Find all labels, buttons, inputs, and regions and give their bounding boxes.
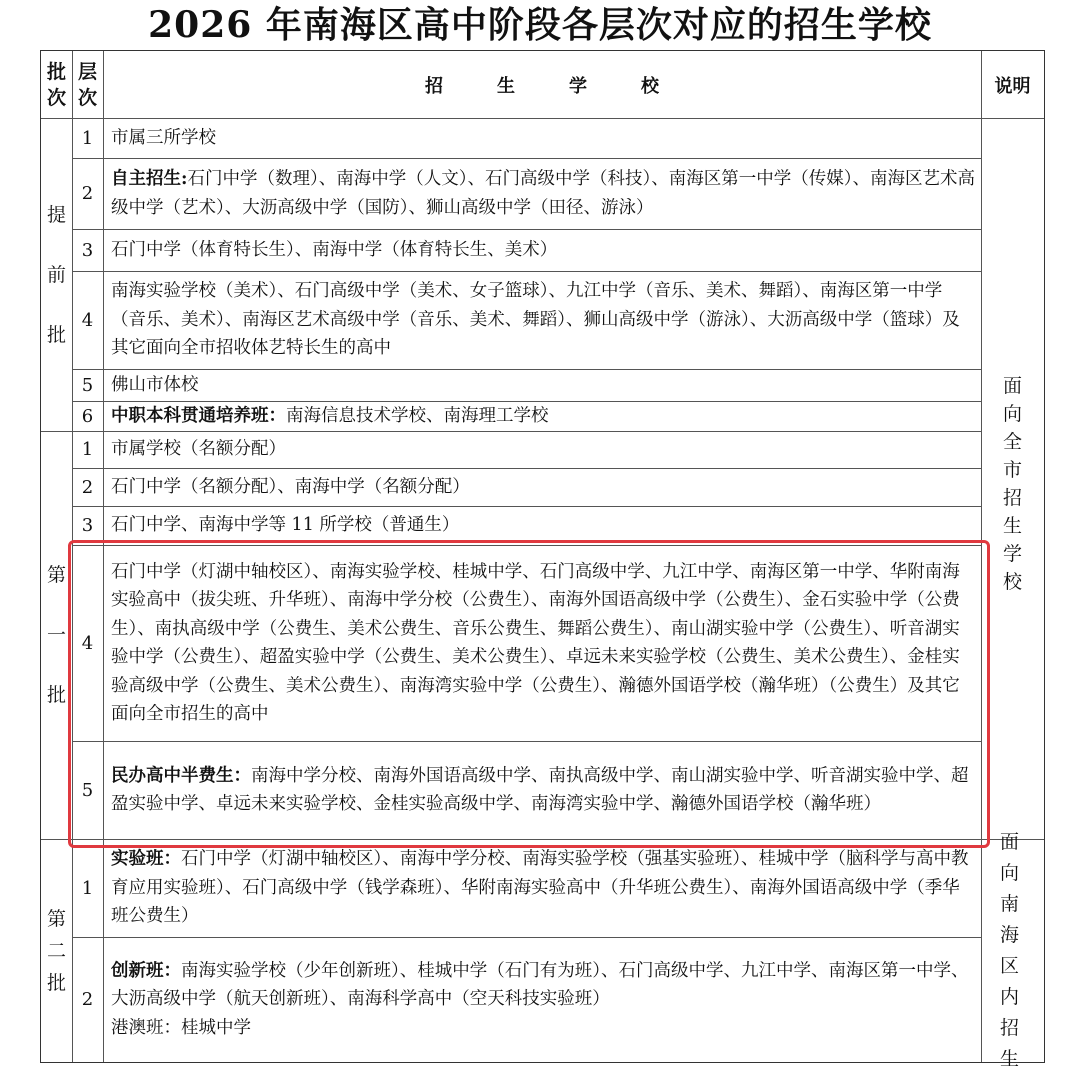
- batch-early: [41, 118, 72, 431]
- note-district: [981, 830, 1044, 1070]
- header-level: [72, 51, 103, 118]
- batch-second: [41, 839, 72, 1062]
- level-number: 4: [81, 309, 94, 331]
- school-list: [103, 369, 981, 401]
- level-number: 6: [81, 405, 94, 427]
- category-label: 创新班：: [111, 960, 181, 981]
- level-number: 3: [81, 239, 94, 261]
- batch-first-label: 第一批: [46, 564, 66, 706]
- school-list: [103, 118, 981, 158]
- school-list: [103, 468, 981, 506]
- school-text: 石门中学（体育特长生）、南海中学（体育特长生、美术）: [111, 239, 558, 260]
- school-text: 石门中学（名额分配）、南海中学（名额分配）: [111, 476, 470, 497]
- level-number: 4: [81, 632, 94, 654]
- note-citywide-text: 面向全市招生学校: [1002, 374, 1022, 593]
- level-number: 2: [81, 183, 94, 204]
- level-number: 1: [81, 127, 94, 149]
- page-title: 2026 年南海区高中阶段各层次对应的招生学校: [148, 4, 932, 46]
- school-list: [103, 937, 981, 1062]
- header-schools: 招 生 学 校: [425, 75, 659, 97]
- note-district-text: 面向南海区内招生: [999, 830, 1025, 1070]
- level-number: 3: [81, 515, 94, 536]
- school-text: 南海实验学校（美术）、石门高级中学（美术、女子篮球）、九江中学（音乐、美术、舞蹈）、南海区第一中学（音乐、美术）、南海区艺术高级中学（音乐、美术、舞蹈）、狮山高级中学（游泳）、大沥高级中学（篮球）及其它面向全市招收体艺特长生的高中: [111, 281, 960, 359]
- level-number: 5: [81, 374, 94, 396]
- level-number: 2: [81, 989, 94, 1010]
- header-level-label: 层次: [77, 60, 97, 109]
- school-text: 市属学校（名额分配）: [111, 439, 286, 460]
- category-label: 民办高中半费生：: [111, 765, 251, 786]
- level-number: 1: [81, 439, 94, 460]
- school-list: [103, 271, 981, 369]
- school-list: [103, 839, 981, 937]
- batch-second-label: 第二批: [46, 907, 66, 994]
- level-number: 2: [81, 476, 94, 498]
- header-batch-label: 批次: [46, 60, 66, 109]
- category-label: 自主招生:: [111, 169, 188, 189]
- school-list: [103, 158, 981, 229]
- school-text: 南海中学分校、南海外国语高级中学、南执高级中学、南山湖实验中学、听音湖实验中学、超盈实验中学、卓远未来实验学校、金桂实验高级中学、南海湾实验中学、瀚德外国语学校（瀚华班）: [111, 765, 969, 814]
- school-text: 石门中学（灯湖中轴校区）、南海实验学校、桂城中学、石门高级中学、九江中学、南海区第一中学、华附南海实验高中（拔尖班、升华班）、南海中学分校（公费生）、南海外国语高级中学（公费生）、金石实验中学（公费生）、南执高级中学（公费生、美术公费生、音乐公费生、舞蹈公费生）、南山湖实验中学（公费生）、听音湖实验中学（公费生）、超盈实验中学（公费生、美术公费生）、卓远未来实验学校（公费生、美术公费生）、金桂实验高级中学（公费生、美术公费生）、南海湾实验中学（公费生）、瀚德外国语学校（瀚华班）（公费生）及其它面向全市招生的高中: [111, 561, 960, 724]
- school-list: [103, 401, 981, 431]
- school-text: 南海信息技术学校、南海理工学校: [286, 405, 549, 426]
- school-text: 市属三所学校: [111, 127, 216, 148]
- school-text: 佛山市体校: [111, 374, 199, 395]
- school-text: 南海实验学校（少年创新班）、桂城中学（石门有为班）、石门高级中学、九江中学、南海区第一中学、大沥高级中学（航天创新班）、南海科学高中（空天科技实验班）: [111, 960, 969, 1010]
- header-batch: [41, 51, 72, 118]
- level-number: 1: [81, 877, 94, 899]
- school-text: 石门中学（灯湖中轴校区）、南海中学分校、南海实验学校（强基实验班）、桂城中学（脑科学与高中教育应用实验班）、石门高级中学（钱学森班）、华附南海实验高中（升华班公费生）、南海外国语高级中学（季华班公费生）: [111, 849, 969, 927]
- school-text: 石门中学、南海中学等 11 所学校（普通生）: [111, 515, 460, 536]
- level-number: 5: [81, 779, 94, 801]
- school-list: [103, 431, 981, 468]
- note-citywide: [981, 118, 1044, 839]
- category-label: 实验班：: [111, 849, 181, 870]
- school-list: [103, 229, 981, 271]
- school-text: 桂城中学: [181, 1017, 251, 1038]
- school-text: 石门中学（数理）、南海中学（人文）、石门高级中学（科技）、南海区第一中学（传媒）、南海区艺术高级中学（艺术）、大沥高级中学（国防）、狮山高级中学（田径、游泳）: [111, 169, 975, 218]
- category-label: 中职本科贯通培养班：: [111, 405, 286, 426]
- batch-early-label: 提前批: [46, 203, 66, 346]
- header-note: 说明: [994, 75, 1031, 97]
- category-label: 港澳班：: [111, 1017, 181, 1038]
- highlight-box: [68, 540, 990, 848]
